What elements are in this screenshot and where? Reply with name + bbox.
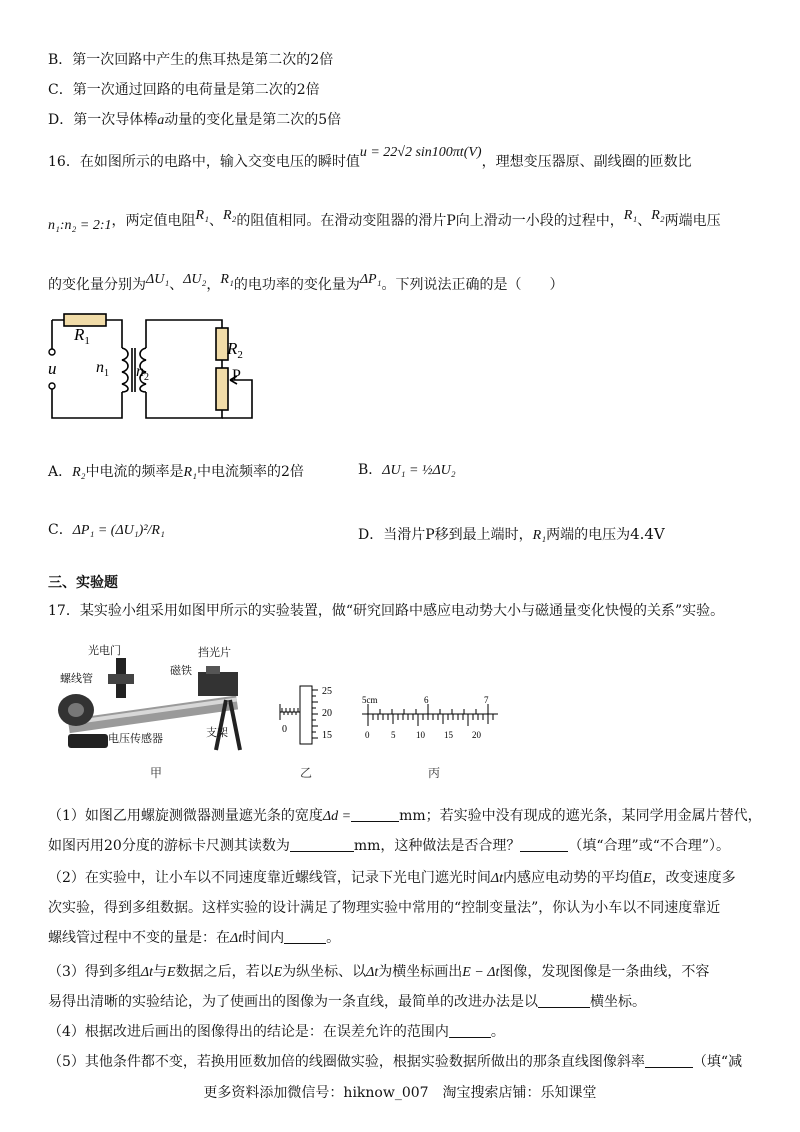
q17-part2-line1: （2）在实验中，让小车以不同速度靠近螺线管，记录下光电门遮光时间Δt内感应电动势的平均值E，改变速度多 — [48, 870, 736, 886]
micrometer-figure — [270, 682, 350, 752]
label-light-blocker: 挡光片 — [198, 646, 231, 659]
label-magnet: 磁铁 — [170, 664, 192, 677]
q16-line1: 16．在如图所示的电路中，输入交变电压的瞬时值u = 22√2 sin100πt(V)，理想变压器原、副线圈的匝数比 — [48, 145, 692, 170]
caption-jia: 甲 — [150, 766, 163, 780]
option-b-q15: B．第一次回路中产生的焦耳热是第二次的2倍 — [48, 52, 334, 68]
label-solenoid: 螺线管 — [60, 672, 93, 685]
q17-part2-line3: 螺线管过程中不变的量是：在Δt时间内 。 — [48, 930, 341, 946]
svg-text:20: 20 — [472, 730, 481, 740]
option-b-q16: B．ΔU₁ = ½ΔU₂ — [358, 462, 456, 478]
q17-part1-line2: 如图丙用20分度的游标卡尺测其读数为 mm，这种做法是否合理？ （填“合理”或“不合理”）。 — [48, 838, 731, 854]
answer-blank[interactable] — [284, 929, 326, 944]
label-photogate: 光电门 — [88, 644, 121, 657]
q16-line3: 的变化量分别为ΔU₁、ΔU₂，R₁的电功率的变化量为ΔP₁。下列说法正确的是（ ） — [48, 272, 564, 293]
svg-text:5cm: 5cm — [362, 696, 378, 705]
answer-blank[interactable] — [351, 807, 399, 822]
svg-text:0: 0 — [365, 730, 370, 740]
svg-text:5: 5 — [391, 730, 396, 740]
circuit-diagram — [44, 310, 270, 425]
answer-blank[interactable] — [290, 837, 354, 852]
option-d-q15: D．第一次导体棒a动量的变化量是第二次的5倍 — [48, 112, 342, 128]
option-d-q16: D．当滑片P移到最上端时，R₁两端的电压为4.4V — [358, 525, 665, 543]
option-a-q16: A．R₂中电流的频率是R₁中电流频率的2倍 — [48, 464, 304, 480]
svg-text:R1: $R_1$ — [74, 325, 90, 347]
footer-note: 更多资料添加微信号：hiknow_007 淘宝搜索店铺：乐知课堂 — [203, 1085, 597, 1101]
svg-text:n1: $n_1$ — [96, 359, 109, 379]
answer-blank[interactable] — [538, 993, 590, 1008]
q17-part5: （5）其他条件都不变，若换用匝数加倍的线圈做实验，根据实验数据所做出的那条直线图像斜率 （填“减 — [48, 1054, 743, 1070]
q17-part3-line2: 易得出清晰的实验结论，为了使画出的图像为一条直线，最简单的改进办法是以 横坐标。 — [48, 994, 646, 1010]
option-c-q16: C．ΔP₁ = (ΔU₁)²/R₁ — [48, 522, 165, 538]
option-c-q15: C．第一次通过回路的电荷量是第二次的2倍 — [48, 82, 320, 98]
svg-text:P: P — [232, 367, 241, 384]
apparatus-photo — [48, 640, 248, 760]
answer-blank[interactable] — [449, 1023, 491, 1038]
q17-part1-line1: （1）如图乙用螺旋测微器测量遮光条的宽度Δd = mm；若实验中没有现成的遮光条，某同学用金属片替代， — [48, 808, 762, 824]
svg-text:6: 6 — [424, 696, 429, 705]
label-stand: 支架 — [206, 726, 228, 739]
svg-text:10: 10 — [416, 730, 425, 740]
vernier-caliper-figure — [358, 696, 504, 752]
svg-text:25: 25 — [322, 686, 332, 697]
q17-part2-line2: 次实验，得到多组数据。这样实验的设计满足了物理实验中常用的“控制变量法”，你认为小车以不同速度靠近 — [48, 900, 721, 916]
q17-part3-line1: （3）得到多组Δt与E数据之后，若以E为纵坐标、以Δt为横坐标画出E − Δt图像，发现图像是一条曲线，不容 — [48, 964, 710, 980]
svg-text:R2: $R_2$ — [227, 339, 243, 361]
section-title: 三、实验题 — [48, 575, 118, 591]
q17-intro: 17．某实验小组采用如图甲所示的实验装置，做“研究回路中感应电动势大小与磁通量变化快慢的关系”实验。 — [48, 603, 725, 619]
svg-text:u: u — [48, 359, 57, 378]
svg-text:20: 20 — [322, 708, 332, 719]
svg-text:7: 7 — [484, 696, 489, 705]
svg-text:0: 0 — [282, 724, 287, 735]
label-voltage-sensor: 电压传感器 — [108, 732, 163, 745]
q17-part4: （4）根据改进后画出的图像得出的结论是：在误差允许的范围内 。 — [48, 1024, 505, 1040]
caption-yi: 乙 — [300, 766, 313, 780]
svg-text:15: 15 — [444, 730, 453, 740]
svg-text:15: 15 — [322, 730, 332, 741]
svg-text:n2: $n_2$ — [136, 363, 149, 383]
caption-bing: 丙 — [428, 766, 441, 780]
q16-line2: n₁:n₂ = 2:1，两定值电阻R₁、R₂的阻值相同。在滑动变阻器的滑片P向上滑动一小段的过程中，R₁、R₂两端电压 — [48, 208, 721, 233]
voltage-formula: u = 22√2 sin100πt(V) — [359, 145, 482, 160]
answer-blank[interactable] — [520, 837, 568, 852]
answer-blank[interactable] — [645, 1053, 693, 1068]
